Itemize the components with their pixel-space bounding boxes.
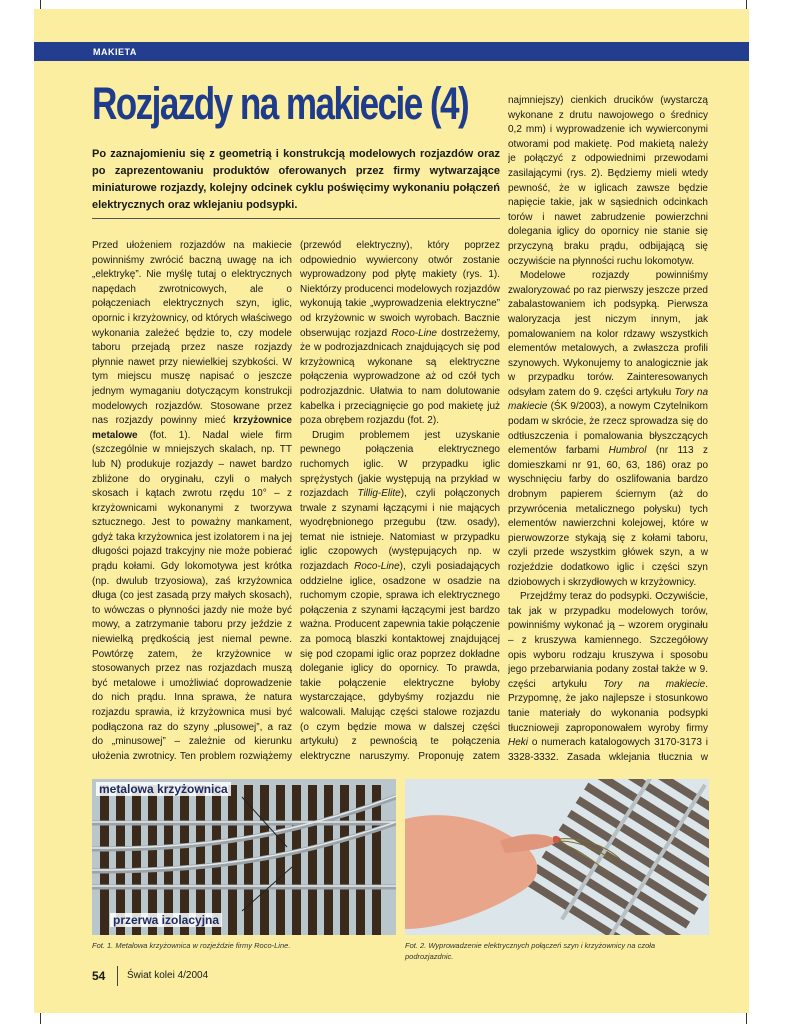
photo-label-metal-frog: metalowa krzyżownica bbox=[96, 782, 231, 796]
paragraph: najmniejszy) cienkich drucików (wystarczą wykonane z drutu nawojowego o średnicy 0,2 mm) i wyprowadzenie ich wywierconymi otworami pod makietę. Pod makietą należy je połączyć z odpowiednimi przewodami zasilającymi (rys. 2). Będziemy mieli wtedy pewność, że w iglicach zawsze będzie napięcie takie, jak w sąsiednich odcinkach torów i nawet zabrudzenie powierzchni dolegania iglicy do opornicy nie stanie się przyczyną braku prądu, odbijającą się oczywiście na płynności ruchu lokomotyw. bbox=[508, 95, 708, 267]
section-bar bbox=[34, 42, 749, 61]
text-column-1 bbox=[92, 239, 292, 761]
photo-label-insulation-gap: przerwa izolacyjna bbox=[110, 913, 222, 927]
photo-wiring bbox=[405, 779, 709, 935]
article-title: Rozjazdy na makiecie (4) bbox=[92, 78, 469, 129]
article-lead: Po zaznajomieniu się z geometrią i konstrukcją modelowych rozjazdów oraz po zaprezentowaniu produktów oferowanych przez firmy wytwarzające miniaturowe rozjazdy, kolejny odcinek cyklu poświęcimy wykonaniu połączeń elektrycznych oraz wklejaniu podsypki. bbox=[92, 148, 500, 211]
journal-name: Świat kolei 4/2004 bbox=[127, 970, 209, 981]
page-number: 54 bbox=[92, 969, 106, 983]
photo-metal-frog bbox=[92, 779, 396, 935]
paragraph: Przejdźmy teraz do podsypki. Oczywiście, tak jak w przypadku modelowych torów, powinniśmy wykonać ją – wzorem oryginału – z kruszywa kamiennego. Szczegółowy opis wyboru rodzaju kruszywa i sposobu jego przebarwiania podany został także w 9. części artykułu Tory na makiecie. Przypomnę, że jako najlepsze i stosunkowo tanie materiały do wykonania podsypki tłucznioweji zaproponowałem wyroby firmy Heki o numerach katalogowych 3170-3173 i 3328-3332. Zasada wklejania tłucznia w bbox=[508, 591, 708, 762]
paragraph: Przed ułożeniem rozjazdów na makiecie powinniśmy zwrócić baczną uwagę na ich „elektrykę”. Nie myślę tutaj o elektrycznych napędach zwrotnicowych, ale o połączeniach elektrycznych szyn, iglic, opornic i krzyżownicy, od których właściwego wykonania zależeć będzie to, czy modele taboru przejadą przez nasze rozjazdy płynnie nawet przy niewielkiej szybkości. W tym miejscu muszę napisać o jeszcze jednym wymaganiu dotyczącym konstrukcji modelowych rozjazdów. Stosowane przez nas rozjazdy powinny mieć krzyżownice metalowe (fot. 1). Nadal wiele firm (szczególnie w mniejszych skalach, np. TT lub N) produkuje rozjazdy – nawet bardzo zbliżone do oryginału, czyli o małych skosach i kątach zwrotu rzędu 10° – z krzyżownicami wykonanymi z tworzywa sztucznego. Jest to poważny mankament, gdyż taka krzyżownica jest izolatorem i na jej długości pojazd trakcyjny nie może pobierać prądu kołami. Gdy lokomotywa jest krótka (np. dwulub trzyosiowa), zaś krzyżownica długa (co jest zasadą przy małych skosach), to wówczas o płynności jazdy nie może być mowy, a zatrzymanie taboru przy jeździe z niewielką prędkością jest niemal pewne. Powtórzę zatem, że krzyżownice w stosowanych przez nas rozjazdach muszą być metalowe i umożliwiać doprowadzenie do nich prądu. Inna sprawa, że natura rozjazdu sprawia, iż krzyżownica musi być podłączona raz do szyny „plusowej”, a raz do „minusowej” – zależnie od kierunku ułożenia zwrotnicy. Ten problem rozwiążemy bbox=[92, 240, 292, 761]
lead-divider bbox=[92, 218, 500, 219]
footer-divider bbox=[117, 966, 118, 986]
track-photo-illustration bbox=[92, 779, 396, 935]
wiring-photo-illustration bbox=[405, 779, 709, 935]
photo-caption-2: Fot. 2. Wyprowadzenie elektrycznych połączeń szyn i krzyżownicy na czoła podrozjazdnic. bbox=[405, 941, 656, 961]
paragraph: Drugim problemem jest uzyskanie pewnego połączenia elektrycznego ruchomych iglic. W przypadku iglic sprężystych (jakie występują na przykład w rozjazdach Tillig-Elite), czyli połączonych trwale z szynami łączącymi i nie mających wyodrębnionego przegubu (tzw. osady), temat nie istnieje. Natomiast w przypadku iglic czopowych (występujących np. w rozjazdach Roco-Line), czyli posiadających oddzielne iglice, osadzone w osadzie na ruchomym czopie, sprawa ich elektrycznego połączenia z szynami łączącymi jest bardzo ważna. Producent zapewnia takie połączenie za pomocą blaszki kontaktowej znajdującej się pod czopami iglic oraz poprzez dokładne doleganie iglicy do opornicy. To prawda, takie połączenie elektryczne byłoby wystarczające, gdybyśmy rozjazdu nie walcowali. Malując części stalowe rozjazdu (o czym będzie mowa w dalszej części artykułu) z pewnością te połączenia elektryczne naruszymy. Proponuję zatem bbox=[300, 429, 500, 761]
crop-mark bbox=[746, 1012, 747, 1024]
paragraph: Modelowe rozjazdy powinniśmy zwaloryzować po raz pierwszy jeszcze przed zabalastowaniem ich podsypką. Pierwsza waloryzacja jest niczym innym, jak pomalowaniem na kolor rdzawy wszystkich elementów metalowych, a zwłaszcza profili szynowych. Wykonujemy to analogicznie jak w przypadku torów. Zainteresowanych odsyłam zatem do 9. części artykułu Tory na makiecie (ŚK 9/2003), a nowym Czytelnikom podam w skrócie, że rzecz sprowadza się do odtłuszczenia i pomalowania błyszczących elementów farbami Humbrol (nr 113 z domieszkami nr 91, 60, 63, 186) oraz po wyschnięciu farby do oszlifowania bardzo drobnym papierem ściernym (aż do przywrócenia metalicznego połysku) tych elementów nawierzchni kolejowej, które w pierwowzorze stykają się z kołami taboru, czyli przede wszystkim główek szyn, a w rozjeździe dodatkowo iglic i części szyn dziobowych i skrzydłowych w krzyżownicy. bbox=[508, 270, 708, 588]
crop-mark bbox=[40, 1012, 41, 1024]
emphasis: krzyżownice metalowe bbox=[92, 415, 292, 441]
text-column-2 bbox=[300, 239, 500, 761]
text-column-3 bbox=[508, 94, 708, 762]
paragraph: (przewód elektryczny), który poprzez odpowiednio wywiercony otwór zostanie wyprowadzony pod płytę makiety (rys. 1). Niektórzy producenci modelowych rozjazdów wykonują takie „wyprowadzenia elektryczne” od krzyżownic w swoich wyrobach. Bacznie obserwując rozjazd Roco-Line dostrzeżemy, że w podrozjazdnicach znajdujących się pod krzyżownicą wykonane są elektryczne połączenia wyprowadzone aż od czół tych podrozjazdnic. Ułatwia to nam dolutowanie kabelka i przeciągnięcie go pod makietę już poza obrębem rozjazdu (fot. 2). bbox=[300, 240, 500, 427]
section-label: MAKIETA bbox=[93, 47, 137, 57]
photo-caption-1: Fot. 1. Metalowa krzyżownica w rozjeździe firmy Roco-Line. bbox=[92, 941, 291, 950]
